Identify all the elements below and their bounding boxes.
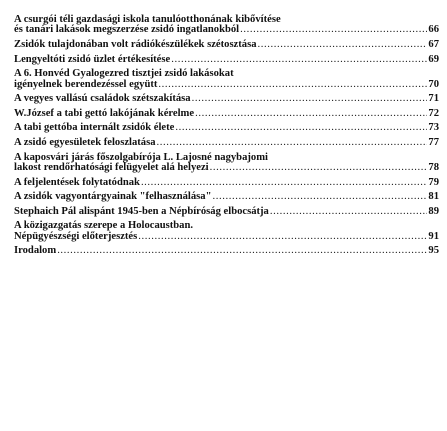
toc-entry-title: Zsidók tulajdonában volt rádiókészülékek szétosztása [14, 39, 257, 50]
toc-entry-title-line: A csurgói téli gazdasági iskola tanulóotthonának kibővítése [14, 14, 281, 25]
table-of-contents [14, 15, 439, 261]
dot-leader [175, 123, 427, 133]
toc-entry [14, 15, 439, 36]
dot-leader [212, 192, 427, 202]
dot-leader [240, 25, 427, 35]
toc-page-number: 71 [428, 93, 439, 105]
dot-leader [57, 246, 427, 256]
toc-entry-title: A zsidó egyesületek feloszlatása [14, 136, 156, 148]
toc-entry [14, 69, 439, 90]
toc-entry [14, 94, 439, 104]
toc-page-number: 70 [428, 78, 439, 90]
dot-leader [157, 138, 428, 148]
toc-entry [14, 246, 439, 256]
toc-entry-title: Irodalom [14, 245, 57, 257]
toc-entry [14, 138, 439, 148]
toc-page-number: 91 [428, 230, 439, 242]
toc-entry [14, 123, 439, 133]
toc-page-number: 89 [428, 205, 439, 217]
toc-entry [14, 178, 439, 188]
dot-leader [171, 55, 427, 65]
toc-entry-title: Népügyészségi előterjesztés [14, 230, 138, 242]
toc-entry-title: A zsidók vagyontárgyainak "felhasználása" [14, 191, 212, 203]
toc-entry-title: A tabi gettóba internált zsidók élete [14, 122, 175, 134]
toc-page-number: 69 [428, 53, 439, 65]
toc-entry-title: Stephaich Pál alispánt 1945-ben a Népbíróság elbocsátja [14, 205, 269, 217]
toc-entry-title: A feljelentések folytatódnak [14, 176, 140, 188]
toc-entry-title: igényelnek berendezéssel együtt [14, 78, 158, 90]
toc-page-number: 81 [428, 191, 439, 203]
toc-entry-title-line: A közigazgatás szerepe a Holocaustban. [14, 220, 194, 232]
toc-page-number: 66 [428, 24, 439, 36]
dot-leader [195, 109, 427, 119]
toc-entry [14, 207, 439, 217]
toc-entry-title-line: A kaposvári járás főszolgabírója L. Lajosné nagybajomi [14, 151, 268, 163]
dot-leader [258, 40, 428, 50]
dot-leader [210, 163, 428, 173]
toc-entry [14, 221, 439, 242]
toc-entry-title-line: A 6. Honvéd Gyalogezred tisztjei zsidó lakásokat [14, 68, 234, 80]
dot-leader [270, 207, 428, 217]
toc-entry [14, 192, 439, 202]
dot-leader [192, 94, 428, 104]
toc-entry-title: A vegyes vallású családok szétszakítása [14, 93, 191, 105]
toc-entry [14, 55, 439, 65]
toc-entry [14, 109, 439, 119]
dot-leader [141, 178, 427, 188]
toc-entry [14, 153, 439, 174]
dot-leader [138, 232, 427, 242]
toc-page-number: 67 [428, 39, 439, 50]
toc-entry-title: lakost rendőrhatósági felügyelet alá helyezi [14, 161, 209, 173]
toc-page-number: 72 [428, 107, 439, 119]
toc-page-number: 77 [428, 136, 439, 148]
toc-entry-title: Lengyeltóti zsidó üzlet értékesítése [14, 53, 171, 65]
toc-page-number: 79 [428, 176, 439, 188]
toc-entry [14, 40, 439, 50]
toc-entry-title: W.József a tabi gettó lakójának kérelme [14, 107, 195, 119]
toc-page-number: 78 [428, 161, 439, 173]
toc-entry-title: és tanári lakások megszerzése zsidó ingatlanokból [14, 24, 240, 36]
toc-page-number: 73 [428, 122, 439, 134]
dot-leader [158, 80, 427, 90]
toc-page-number: 95 [428, 245, 439, 257]
